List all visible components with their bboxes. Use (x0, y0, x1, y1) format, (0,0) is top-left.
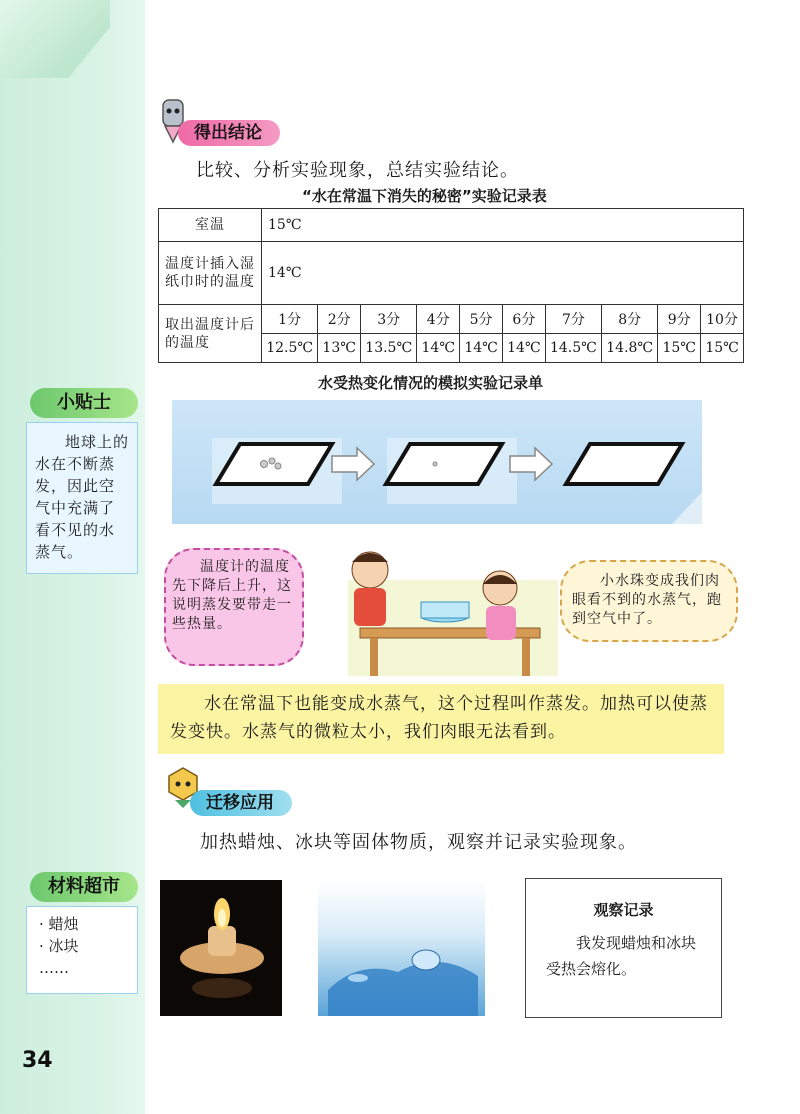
observation-title: 观察记录 (593, 901, 654, 919)
room-temp-value: 15℃ (262, 209, 744, 242)
materials-box (26, 906, 138, 994)
simulation-panel (172, 400, 702, 524)
insert-temp-value: 14℃ (262, 242, 744, 305)
candle-photo (160, 880, 282, 1016)
application-instruction: 加热蜡烛、冰块等固体物质，观察并记录实验现象。 (200, 832, 637, 853)
table-row (159, 242, 744, 305)
temp-cell: 14℃ (502, 334, 545, 363)
after-temp-label: 取出温度计后的温度 (159, 305, 262, 363)
section-tag-application: 迁移应用 (190, 790, 292, 816)
observation-record-box (525, 878, 722, 1018)
temp-cell: 14.8℃ (602, 334, 658, 363)
minute-cell: 8分 (602, 305, 658, 334)
list-item: · 蜡烛 (39, 915, 79, 933)
materials-title: 材料超市 (30, 872, 138, 902)
minute-cell: 2分 (318, 305, 361, 334)
room-temp-label: 室温 (159, 209, 262, 242)
list-item: · 冰块 (39, 937, 79, 955)
minute-cell: 5分 (460, 305, 503, 334)
table1-title: “水在常温下消失的秘密”实验记录表 (302, 187, 547, 205)
temp-cell: 13℃ (318, 334, 361, 363)
tip-text: 地球上的水在不断蒸发，因此空气中充满了看不见的水蒸气。 (35, 433, 130, 561)
temp-cell: 13.5℃ (361, 334, 417, 363)
dish-3 (566, 444, 682, 484)
minute-cell: 10分 (701, 305, 744, 334)
experiment-record-table (158, 208, 744, 363)
minute-cell: 9分 (658, 305, 701, 334)
temp-cell: 15℃ (701, 334, 744, 363)
conclusion-instruction: 比较、分析实验现象，总结实验结论。 (196, 160, 519, 181)
section-tag-conclusion: 得出结论 (178, 120, 280, 146)
materials-list (27, 907, 137, 985)
ice-photo (318, 880, 485, 1016)
list-item: …… (39, 959, 69, 977)
table-row (159, 305, 744, 334)
minute-cell: 4分 (417, 305, 460, 334)
candle-image (160, 880, 282, 1016)
boy-thought-bubble: 温度计的温度先下降后上升，这说明蒸发要带走一些热量。 (164, 548, 304, 666)
girl-thought-bubble: 小水珠变成我们肉眼看不到的水蒸气，跑到空气中了。 (560, 560, 738, 642)
temp-cell: 12.5℃ (262, 334, 318, 363)
table2-title: 水受热变化情况的模拟实验记录单 (318, 374, 544, 392)
minute-cell: 7分 (545, 305, 601, 334)
temp-cell: 14℃ (417, 334, 460, 363)
table-row (159, 209, 744, 242)
tip-box (26, 422, 138, 574)
minute-cell: 6分 (502, 305, 545, 334)
summary-box: 水在常温下也能变成水蒸气，这个过程叫作蒸发。加热可以使蒸发变快。水蒸气的微粒太小，我们肉眼无法看到。 (158, 684, 724, 754)
minute-cell: 3分 (361, 305, 417, 334)
temp-cell: 15℃ (658, 334, 701, 363)
minute-cell: 1分 (262, 305, 318, 334)
insert-temp-label: 温度计插入湿纸巾时的温度 (159, 242, 262, 305)
temp-cell: 14.5℃ (545, 334, 601, 363)
simulation-diagram (172, 400, 702, 524)
ice-image (318, 880, 485, 1016)
temp-cell: 14℃ (460, 334, 503, 363)
page-number: 34 (22, 1048, 53, 1073)
tip-title: 小贴士 (30, 388, 138, 418)
observation-text: 我发现蜡烛和冰块受热会熔化。 (546, 934, 697, 978)
